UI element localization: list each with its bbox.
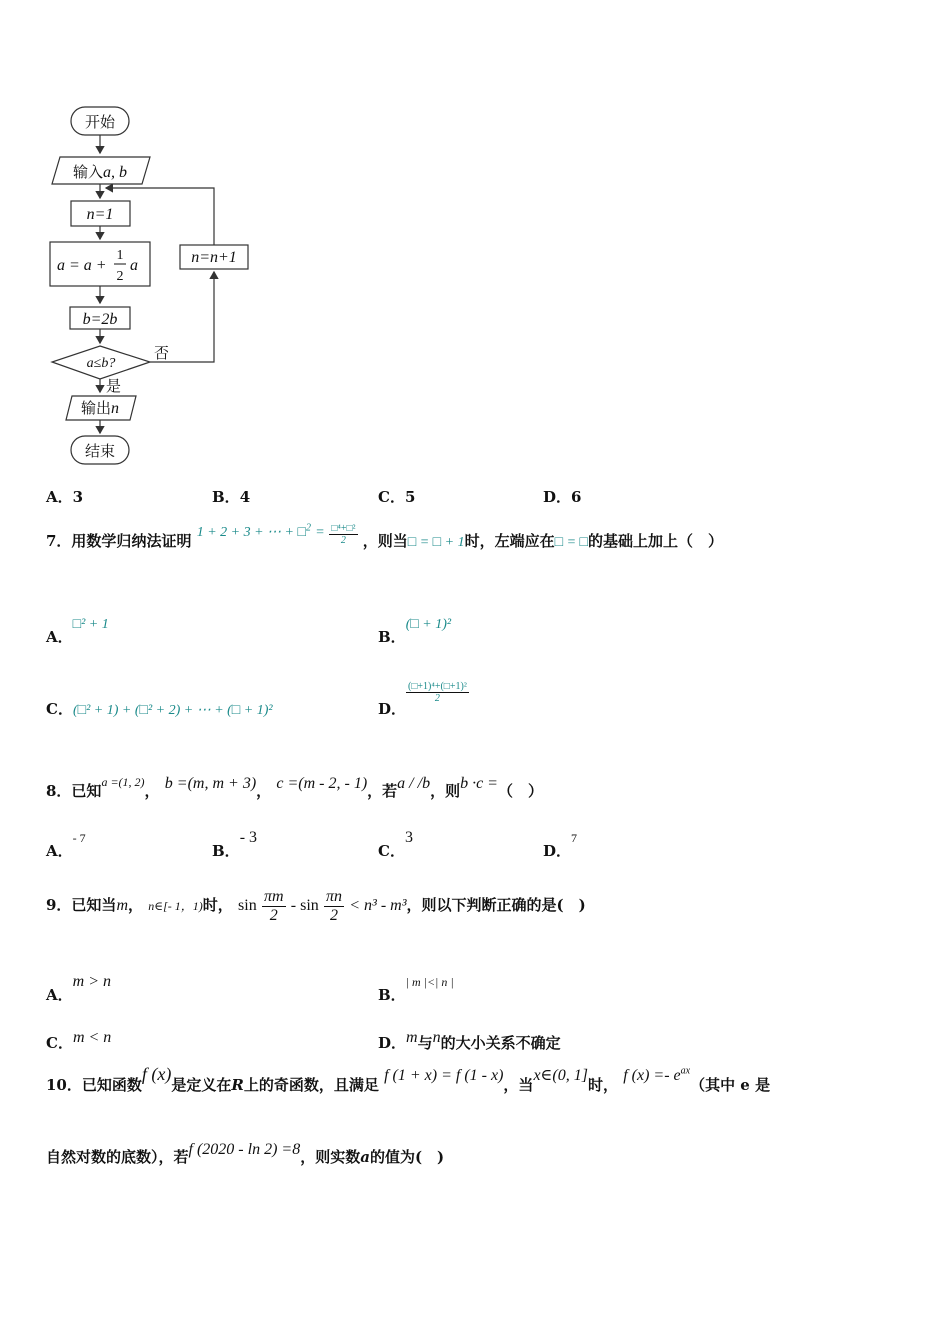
q10-mid2: 上的奇函数，且满足: [243, 1076, 379, 1094]
q7-prefix: 7．用数学归纳法证明: [46, 532, 192, 550]
update-a-den: 2: [116, 269, 124, 284]
q10-a: a: [360, 1148, 370, 1166]
q7-stem: [46, 522, 723, 554]
q8-prefix: 8．已知: [46, 782, 102, 800]
q10-def: f $(x) =- e^{ax}$: [623, 1065, 691, 1084]
q7-option-c[interactable]: [46, 698, 273, 719]
q10-line2-prefix: 自然对数的底数），若: [46, 1148, 189, 1166]
q7-mid: ，则当: [362, 532, 408, 550]
flowchart: [40, 100, 280, 470]
update-a-right: a: [130, 257, 138, 274]
q10-mid4: 时，: [587, 1076, 618, 1094]
option-text: 的大小关系不确定: [440, 1034, 561, 1052]
q7-option-b[interactable]: [378, 612, 452, 646]
option-letter: C．: [46, 700, 73, 718]
q8-c-vec: c =(m - 2, - 1): [276, 775, 368, 792]
option-value: - 7: [72, 831, 86, 845]
q6-option-d[interactable]: [543, 486, 581, 507]
option-expr: m > n: [72, 973, 111, 990]
q8-stem: [46, 772, 543, 800]
start-label: 开始: [84, 115, 116, 131]
option-expr: (□ + 1)²: [405, 617, 452, 632]
q9-stem: [46, 888, 586, 924]
option-expr: | m |<| n |: [405, 975, 454, 989]
option-letter: B．: [212, 488, 240, 506]
q10-stem-line1: [46, 1064, 771, 1094]
q8-b-vec: b =(m, m + 3): [164, 775, 257, 792]
q9-suffix: ，则以下判断正确的是( ): [406, 896, 586, 915]
q7-eq: =: [316, 525, 325, 540]
option-letter: D．: [378, 1034, 407, 1052]
q7-option-a[interactable]: [46, 612, 109, 646]
option-value: 6: [571, 488, 582, 506]
update-a-left: a = a +: [57, 257, 107, 274]
q9-option-d[interactable]: [378, 1026, 561, 1052]
q9-mid: 时，: [202, 896, 233, 915]
option-letter: B．: [378, 628, 406, 646]
option-value: 5: [404, 488, 416, 506]
option-letter: C．: [378, 488, 405, 506]
option-letter: B．: [212, 842, 240, 860]
q10-mid: 是定义在: [171, 1076, 232, 1094]
end-label: 结束: [84, 444, 116, 460]
q9-option-c[interactable]: [46, 1026, 112, 1052]
option-letter: D．: [543, 488, 572, 506]
option-letter: C．: [46, 1034, 73, 1052]
q8-a-vec: a =(1, 2): [101, 775, 145, 789]
option-letter: A．: [46, 986, 73, 1004]
q9-frac2: $\frac{\pi n}{2}$: [326, 888, 343, 924]
q10-fx: f (x): [141, 1064, 172, 1084]
q7-suffix: 的基础上加上（ ）: [587, 532, 723, 550]
sep: ，: [128, 896, 144, 915]
option-letter: D．: [543, 842, 572, 860]
q10-sym: f (1 + x) = f (1 - x): [384, 1067, 504, 1084]
option-letter: C．: [378, 842, 405, 860]
q10-mid3: ，当: [503, 1076, 534, 1094]
q9-m: m: [116, 897, 128, 915]
q8-mid: ，若: [367, 782, 398, 800]
option-expr: m < n: [72, 1029, 112, 1046]
q9-option-a[interactable]: [46, 970, 111, 1004]
option-letter: A．: [46, 842, 73, 860]
option-value: 7: [571, 831, 578, 845]
condition-label: a≤b?: [86, 356, 116, 371]
increment-label: n=n+1: [191, 249, 237, 266]
q7-cond2: □ = □: [554, 535, 588, 550]
update-a-num: 1: [116, 248, 124, 263]
sep: ，: [256, 782, 272, 800]
q8-option-d[interactable]: [543, 826, 578, 860]
option-letter: A．: [46, 628, 73, 646]
option-n: n: [432, 1029, 441, 1046]
option-frac: $\frac{\text{(□+1)⁴+(□+1)²}}{2}$: [408, 680, 467, 704]
q7-rhs-frac: $\frac{\text{□⁴+□²}}{2}$: [331, 522, 356, 546]
q6-option-c[interactable]: [378, 486, 415, 507]
q9-ineq: < n³ - m³: [349, 897, 407, 915]
q8-option-b[interactable]: [212, 826, 258, 860]
input-label: 输入a, b: [72, 163, 128, 181]
q10-prefix: 10．已知函数: [46, 1076, 142, 1094]
q8-option-a[interactable]: [46, 826, 86, 860]
q10-mid5: （其中 e 是: [690, 1076, 771, 1094]
q8-dot: b ·c =: [460, 775, 498, 792]
option-value: 3: [72, 488, 84, 506]
q9-sin1: sin: [238, 897, 257, 915]
option-letter: B．: [378, 986, 406, 1004]
q7-mid2: 时，左端应在: [464, 532, 555, 550]
q8-suffix: （ ）: [497, 782, 543, 800]
option-value: 3: [404, 829, 413, 846]
output-label: 输出n: [80, 399, 120, 417]
option-m: m: [406, 1029, 418, 1046]
option-value: 4: [239, 488, 251, 506]
q6-option-a[interactable]: [46, 486, 83, 507]
q10-line2-mid: ，则实数: [300, 1148, 361, 1166]
q6-option-b[interactable]: [212, 486, 250, 507]
no-label: 否: [154, 346, 170, 362]
yes-label: 是: [106, 379, 122, 395]
option-expr: □² + 1: [72, 617, 109, 632]
init-label: n=1: [86, 206, 114, 223]
sep: ，: [144, 782, 160, 800]
q9-option-b[interactable]: [378, 970, 454, 1004]
q9-minus: - sin: [290, 897, 319, 915]
q9-range: n∈[- 1，1): [148, 899, 203, 914]
update-b-label: b=2b: [82, 311, 118, 328]
option-letter: D．: [378, 700, 407, 718]
option-and: 与: [417, 1034, 433, 1052]
q7-cond: □ = □ + 1: [407, 535, 465, 550]
q10-stem-line2: [46, 1138, 445, 1166]
option-expr: (□² + 1) + (□² + 2) + ⋯ + (□ + 1)²: [72, 703, 273, 718]
q7-option-d[interactable]: [378, 680, 469, 718]
q9-prefix: 9．已知当: [46, 896, 117, 915]
q10-cond: f (2020 - ln 2) =8: [188, 1141, 301, 1158]
q9-frac1: $\frac{\pi m}{2}$: [263, 888, 284, 924]
option-value: - 3: [239, 829, 258, 846]
q10-line2-suffix: 的值为( ): [369, 1148, 445, 1166]
q10-dom: x∈(0, 1]: [533, 1067, 588, 1084]
q8-mid2: ，则: [430, 782, 461, 800]
option-letter: A．: [46, 488, 73, 506]
q8-option-c[interactable]: [378, 826, 413, 860]
q7-lhs: 1 + 2 + 3 + ⋯ + □$^2$: [196, 522, 311, 540]
q8-parallel: a / /b: [397, 775, 431, 792]
q10-R: R: [231, 1076, 244, 1094]
